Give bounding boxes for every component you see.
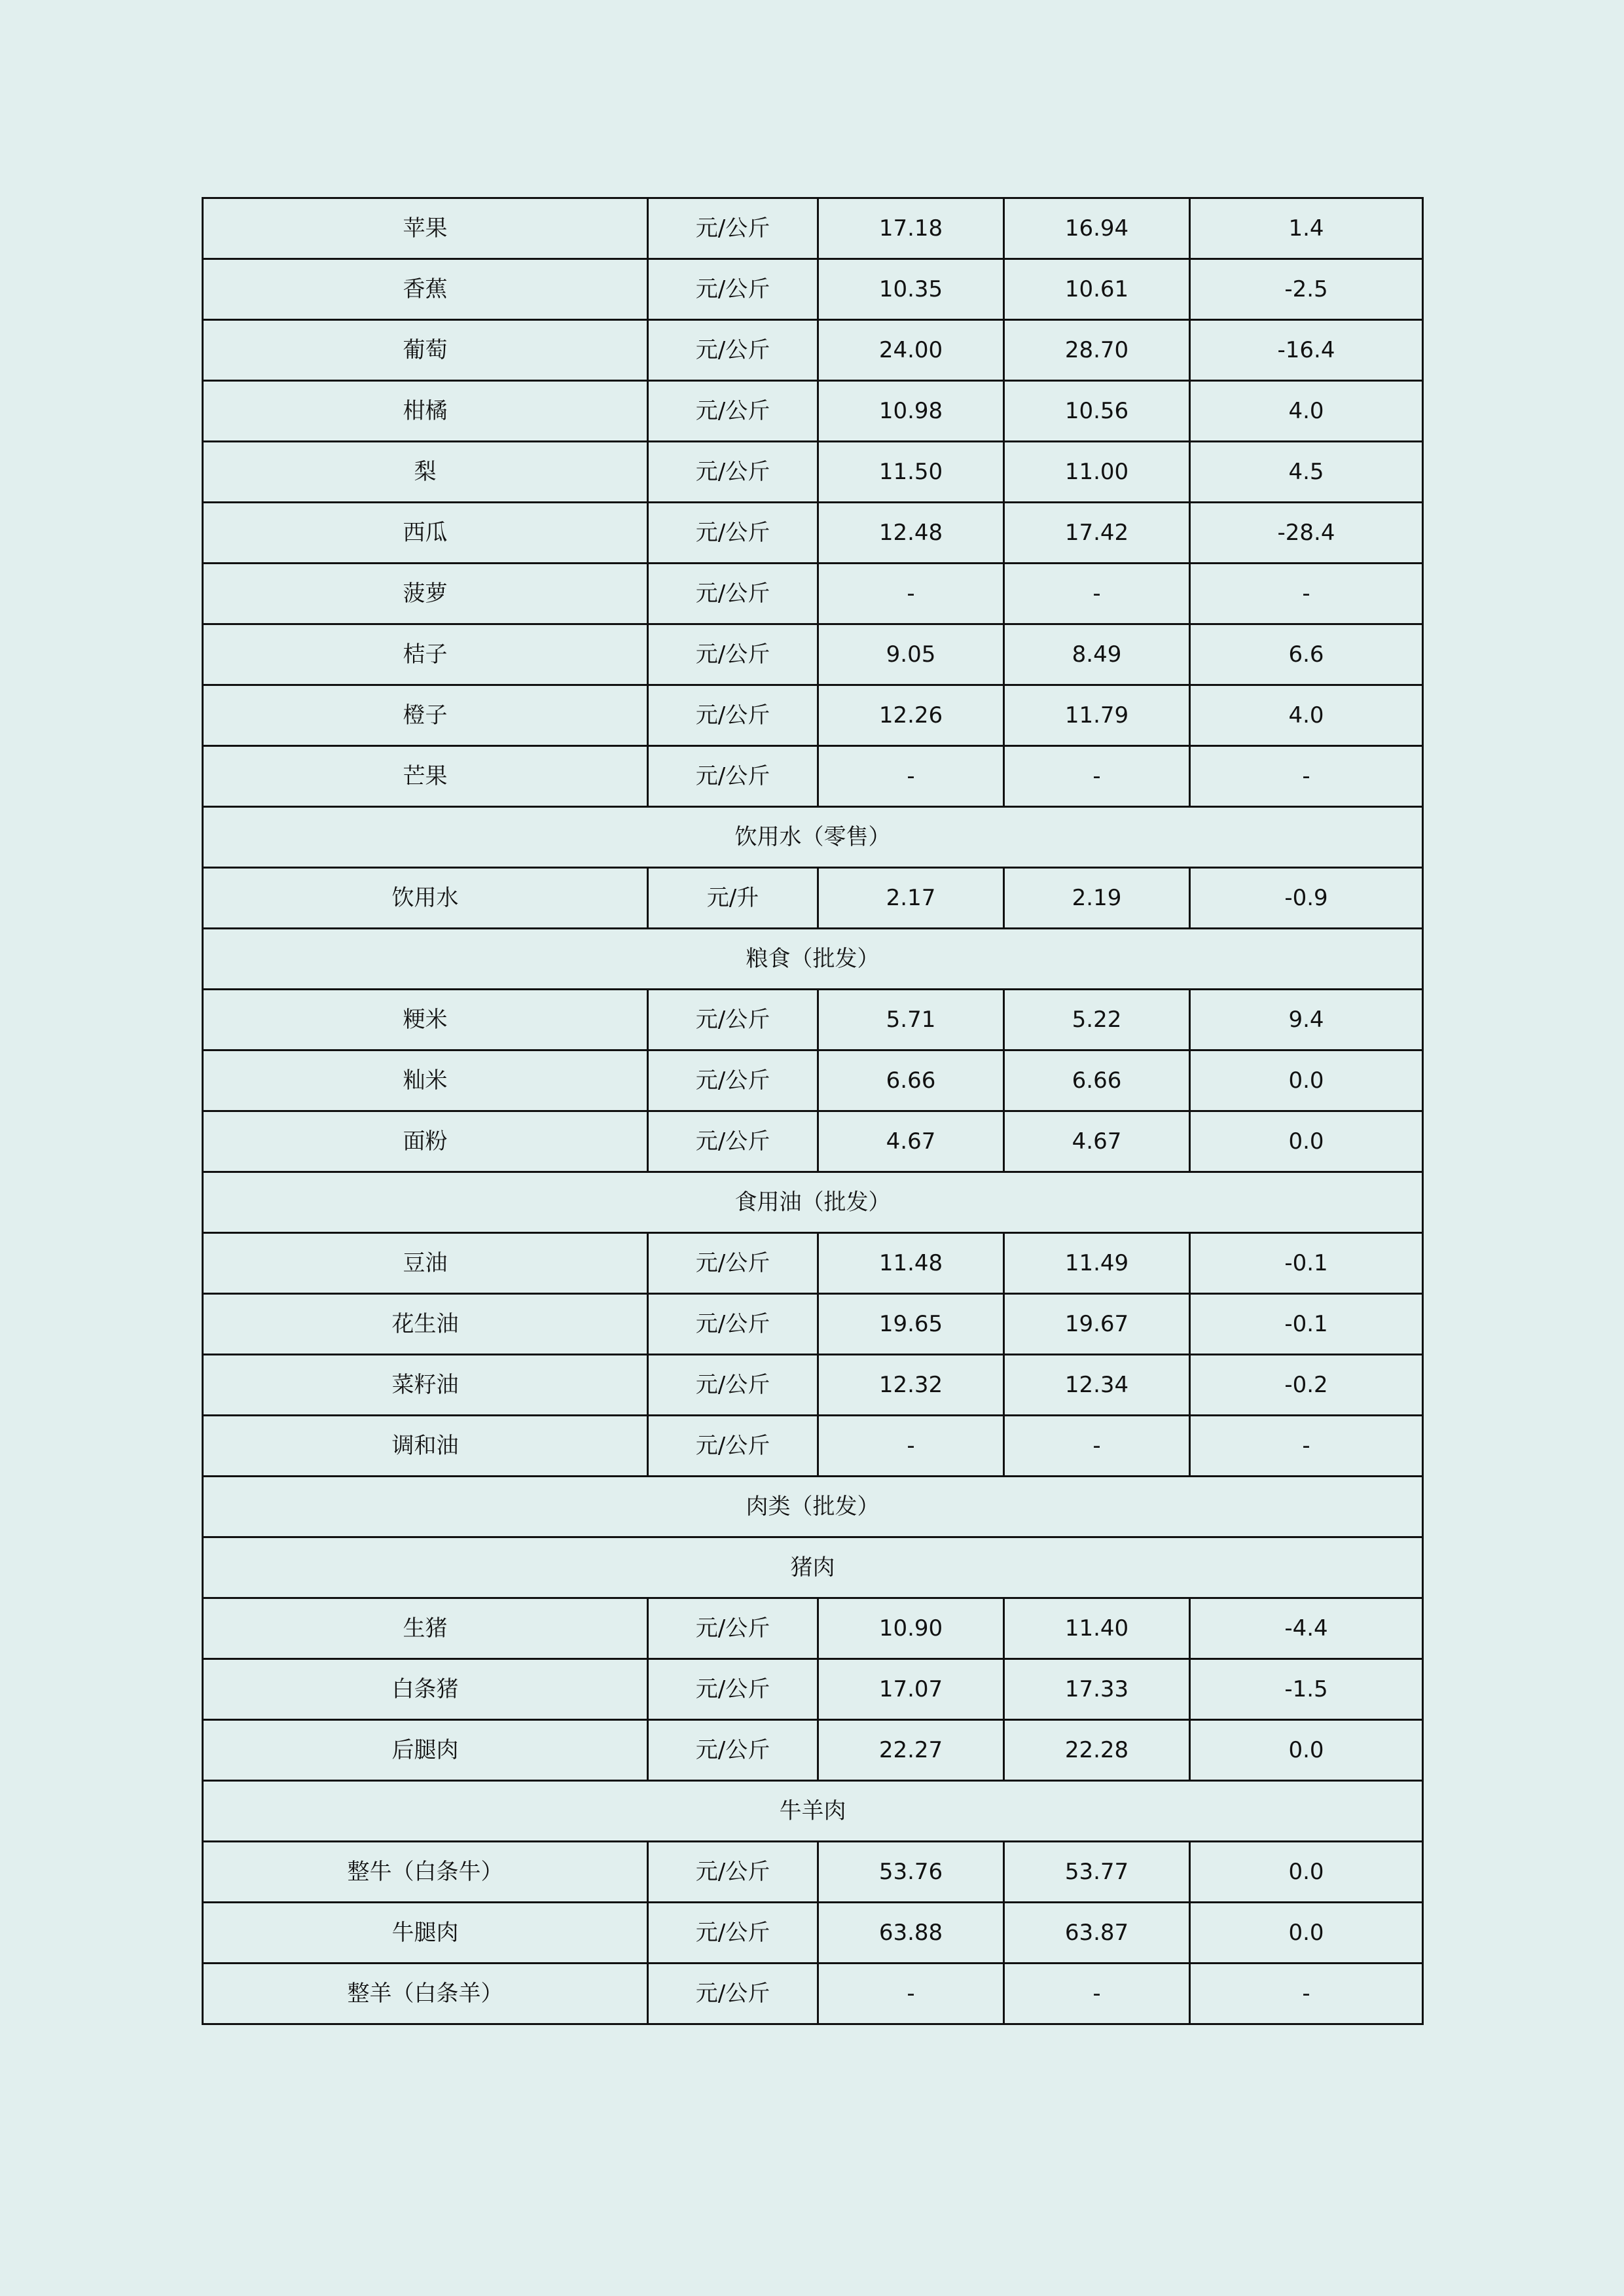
unit-cell: 元/公斤	[648, 381, 818, 442]
previous-price-cell: 63.87	[1004, 1903, 1190, 1964]
current-price-cell: 9.05	[818, 624, 1004, 685]
section-title: 饮用水（零售）	[203, 807, 1423, 868]
unit-cell: 元/公斤	[648, 685, 818, 746]
item-name-cell: 后腿肉	[203, 1720, 648, 1781]
change-percent-cell: 1.4	[1190, 198, 1423, 259]
current-price-cell: 6.66	[818, 1050, 1004, 1111]
unit-cell: 元/公斤	[648, 1355, 818, 1416]
item-name-cell: 豆油	[203, 1233, 648, 1294]
section-title: 猪肉	[203, 1537, 1423, 1598]
current-price-cell: 5.71	[818, 990, 1004, 1050]
previous-price-cell: -	[1004, 564, 1190, 624]
item-name-cell: 西瓜	[203, 503, 648, 564]
previous-price-cell: -	[1004, 1416, 1190, 1477]
unit-cell: 元/公斤	[648, 320, 818, 381]
change-percent-cell: -	[1190, 1964, 1423, 2024]
current-price-cell: 17.18	[818, 198, 1004, 259]
change-percent-cell: 0.0	[1190, 1050, 1423, 1111]
item-name-cell: 调和油	[203, 1416, 648, 1477]
section-row	[203, 1477, 1423, 1537]
item-name-cell: 面粉	[203, 1111, 648, 1172]
current-price-cell: -	[818, 1964, 1004, 2024]
current-price-cell: 12.26	[818, 685, 1004, 746]
table-row	[203, 1720, 1423, 1781]
item-name-cell: 饮用水	[203, 868, 648, 929]
unit-cell: 元/公斤	[648, 1598, 818, 1659]
change-percent-cell: 0.0	[1190, 1111, 1423, 1172]
table-row	[203, 198, 1423, 259]
previous-price-cell: 19.67	[1004, 1294, 1190, 1355]
current-price-cell: -	[818, 564, 1004, 624]
change-percent-cell: -0.9	[1190, 868, 1423, 929]
previous-price-cell: 10.56	[1004, 381, 1190, 442]
table-row	[203, 1050, 1423, 1111]
unit-cell: 元/公斤	[648, 1233, 818, 1294]
change-percent-cell: -16.4	[1190, 320, 1423, 381]
change-percent-cell: -0.2	[1190, 1355, 1423, 1416]
section-title: 肉类（批发）	[203, 1477, 1423, 1537]
change-percent-cell: -0.1	[1190, 1233, 1423, 1294]
current-price-cell: -	[818, 1416, 1004, 1477]
current-price-cell: 24.00	[818, 320, 1004, 381]
unit-cell: 元/公斤	[648, 624, 818, 685]
current-price-cell: 2.17	[818, 868, 1004, 929]
table-row	[203, 1111, 1423, 1172]
change-percent-cell: -0.1	[1190, 1294, 1423, 1355]
current-price-cell: 10.98	[818, 381, 1004, 442]
price-table-body	[203, 198, 1423, 2024]
previous-price-cell: 11.79	[1004, 685, 1190, 746]
item-name-cell: 白条猪	[203, 1659, 648, 1720]
section-title: 食用油（批发）	[203, 1172, 1423, 1233]
current-price-cell: 17.07	[818, 1659, 1004, 1720]
current-price-cell: 10.90	[818, 1598, 1004, 1659]
previous-price-cell: 22.28	[1004, 1720, 1190, 1781]
table-row	[203, 442, 1423, 503]
table-row	[203, 320, 1423, 381]
item-name-cell: 柑橘	[203, 381, 648, 442]
change-percent-cell: 9.4	[1190, 990, 1423, 1050]
current-price-cell: 63.88	[818, 1903, 1004, 1964]
previous-price-cell: 6.66	[1004, 1050, 1190, 1111]
item-name-cell: 桔子	[203, 624, 648, 685]
table-row	[203, 1659, 1423, 1720]
change-percent-cell: 4.0	[1190, 685, 1423, 746]
table-row	[203, 868, 1423, 929]
unit-cell: 元/公斤	[648, 1416, 818, 1477]
unit-cell: 元/公斤	[648, 503, 818, 564]
current-price-cell: 22.27	[818, 1720, 1004, 1781]
unit-cell: 元/公斤	[648, 1842, 818, 1903]
previous-price-cell: 11.49	[1004, 1233, 1190, 1294]
section-row	[203, 929, 1423, 990]
unit-cell: 元/公斤	[648, 990, 818, 1050]
item-name-cell: 生猪	[203, 1598, 648, 1659]
current-price-cell: 10.35	[818, 259, 1004, 320]
table-row	[203, 1598, 1423, 1659]
current-price-cell: 12.32	[818, 1355, 1004, 1416]
previous-price-cell: 28.70	[1004, 320, 1190, 381]
change-percent-cell: -	[1190, 746, 1423, 807]
change-percent-cell: -	[1190, 1416, 1423, 1477]
unit-cell: 元/公斤	[648, 198, 818, 259]
previous-price-cell: 2.19	[1004, 868, 1190, 929]
unit-cell: 元/公斤	[648, 1720, 818, 1781]
change-percent-cell: 0.0	[1190, 1720, 1423, 1781]
table-row	[203, 624, 1423, 685]
unit-cell: 元/公斤	[648, 259, 818, 320]
item-name-cell: 芒果	[203, 746, 648, 807]
item-name-cell: 菜籽油	[203, 1355, 648, 1416]
table-row	[203, 1233, 1423, 1294]
change-percent-cell: 4.5	[1190, 442, 1423, 503]
change-percent-cell: 4.0	[1190, 381, 1423, 442]
previous-price-cell: 4.67	[1004, 1111, 1190, 1172]
previous-price-cell: 16.94	[1004, 198, 1190, 259]
table-row	[203, 381, 1423, 442]
section-title: 牛羊肉	[203, 1781, 1423, 1842]
item-name-cell: 葡萄	[203, 320, 648, 381]
previous-price-cell: -	[1004, 1964, 1190, 2024]
previous-price-cell: 12.34	[1004, 1355, 1190, 1416]
table-row	[203, 990, 1423, 1050]
current-price-cell: 4.67	[818, 1111, 1004, 1172]
unit-cell: 元/公斤	[648, 1294, 818, 1355]
previous-price-cell: -	[1004, 746, 1190, 807]
unit-cell: 元/升	[648, 868, 818, 929]
previous-price-cell: 17.42	[1004, 503, 1190, 564]
item-name-cell: 整羊（白条羊）	[203, 1964, 648, 2024]
previous-price-cell: 11.00	[1004, 442, 1190, 503]
unit-cell: 元/公斤	[648, 1659, 818, 1720]
table-row	[203, 1416, 1423, 1477]
table-row	[203, 746, 1423, 807]
item-name-cell: 粳米	[203, 990, 648, 1050]
change-percent-cell: 6.6	[1190, 624, 1423, 685]
previous-price-cell: 10.61	[1004, 259, 1190, 320]
change-percent-cell: -4.4	[1190, 1598, 1423, 1659]
table-row	[203, 564, 1423, 624]
current-price-cell: 53.76	[818, 1842, 1004, 1903]
table-row	[203, 1355, 1423, 1416]
table-row	[203, 1294, 1423, 1355]
current-price-cell: -	[818, 746, 1004, 807]
unit-cell: 元/公斤	[648, 1050, 818, 1111]
change-percent-cell: -28.4	[1190, 503, 1423, 564]
previous-price-cell: 17.33	[1004, 1659, 1190, 1720]
section-row	[203, 1781, 1423, 1842]
previous-price-cell: 5.22	[1004, 990, 1190, 1050]
item-name-cell: 牛腿肉	[203, 1903, 648, 1964]
change-percent-cell: -1.5	[1190, 1659, 1423, 1720]
table-row	[203, 503, 1423, 564]
table-row	[203, 1903, 1423, 1964]
item-name-cell: 整牛（白条牛）	[203, 1842, 648, 1903]
item-name-cell: 香蕉	[203, 259, 648, 320]
section-row	[203, 1537, 1423, 1598]
table-row	[203, 1964, 1423, 2024]
current-price-cell: 11.50	[818, 442, 1004, 503]
current-price-cell: 11.48	[818, 1233, 1004, 1294]
item-name-cell: 花生油	[203, 1294, 648, 1355]
item-name-cell: 籼米	[203, 1050, 648, 1111]
section-title: 粮食（批发）	[203, 929, 1423, 990]
unit-cell: 元/公斤	[648, 746, 818, 807]
previous-price-cell: 11.40	[1004, 1598, 1190, 1659]
current-price-cell: 19.65	[818, 1294, 1004, 1355]
current-price-cell: 12.48	[818, 503, 1004, 564]
table-row	[203, 259, 1423, 320]
previous-price-cell: 8.49	[1004, 624, 1190, 685]
item-name-cell: 菠萝	[203, 564, 648, 624]
change-percent-cell: -	[1190, 564, 1423, 624]
change-percent-cell: 0.0	[1190, 1903, 1423, 1964]
item-name-cell: 梨	[203, 442, 648, 503]
unit-cell: 元/公斤	[648, 1903, 818, 1964]
previous-price-cell: 53.77	[1004, 1842, 1190, 1903]
section-row	[203, 807, 1423, 868]
table-row	[203, 1842, 1423, 1903]
change-percent-cell: -2.5	[1190, 259, 1423, 320]
price-table	[202, 197, 1424, 2025]
unit-cell: 元/公斤	[648, 442, 818, 503]
table-row	[203, 685, 1423, 746]
section-row	[203, 1172, 1423, 1233]
change-percent-cell: 0.0	[1190, 1842, 1423, 1903]
unit-cell: 元/公斤	[648, 564, 818, 624]
item-name-cell: 苹果	[203, 198, 648, 259]
item-name-cell: 橙子	[203, 685, 648, 746]
unit-cell: 元/公斤	[648, 1111, 818, 1172]
unit-cell: 元/公斤	[648, 1964, 818, 2024]
